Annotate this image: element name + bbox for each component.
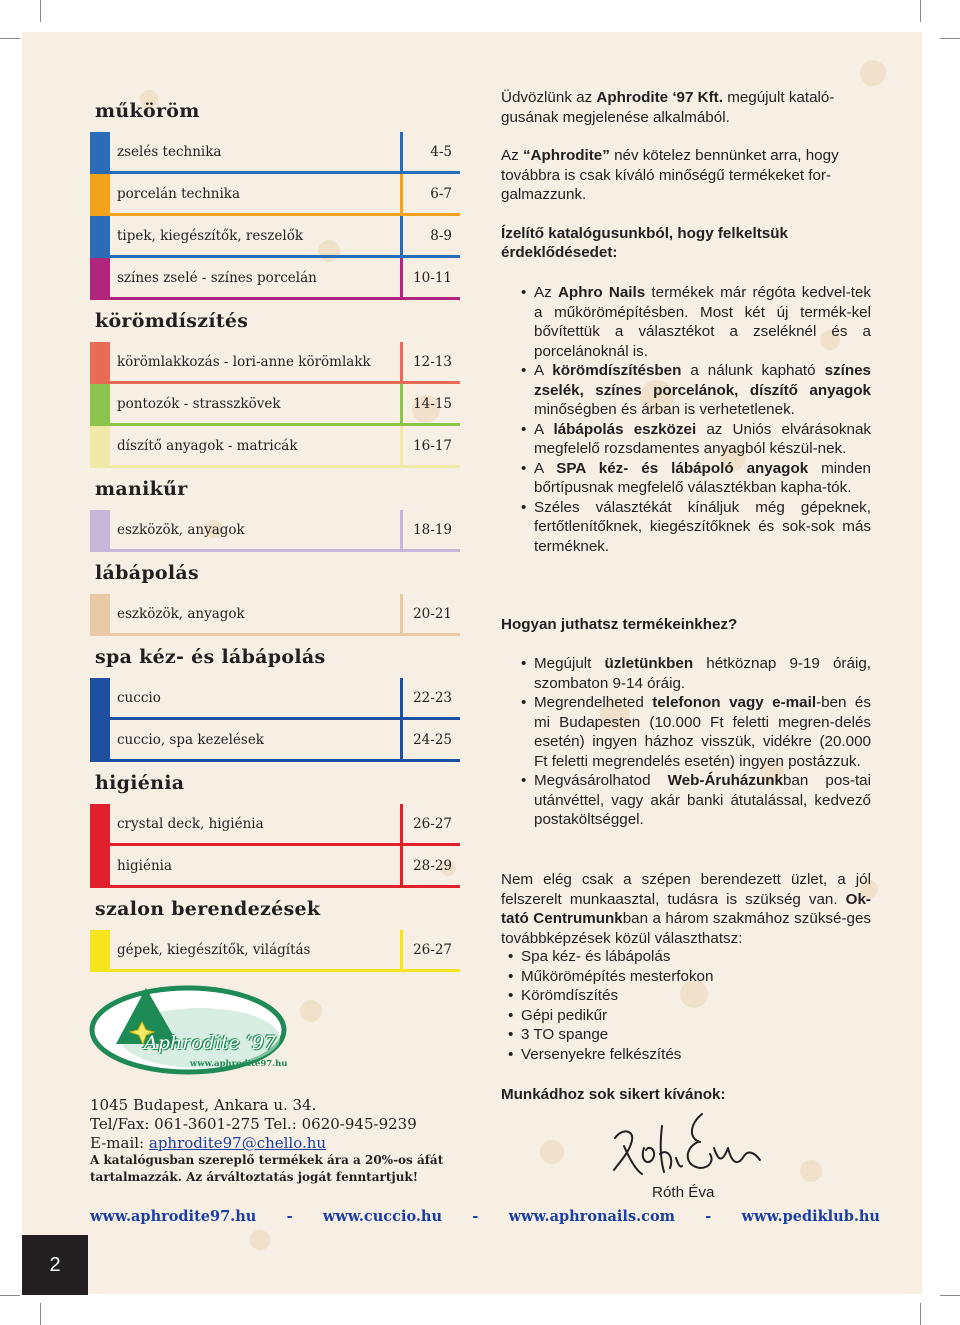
list-item: • A körömdíszítésben a nálunk kapható színes zselék, színes porcelánok, díszítő anyagok minőségben és árban is verhetetlenek.	[501, 361, 871, 420]
toc-label: cuccio, spa kezelések	[117, 732, 264, 748]
toc-label: higiénia	[117, 858, 173, 874]
color-tab	[90, 384, 110, 426]
divider	[400, 930, 403, 972]
divider	[400, 258, 403, 300]
list-item: • 3 TO spange	[488, 1025, 871, 1045]
logo-title: Aphrodite ‘97	[144, 1032, 277, 1054]
toc-label: körömlakkozás - lori-anne körömlakk	[117, 354, 371, 370]
color-tab	[90, 510, 110, 552]
toc-row[interactable]	[90, 174, 460, 216]
divider	[400, 846, 403, 888]
list-item: • Versenyekre felkészítés	[488, 1045, 871, 1065]
list-item: • Műkörömépítés mesterfokon	[488, 967, 871, 987]
website-link[interactable]: www.pediklub.hu	[741, 1208, 880, 1225]
purchase-list	[501, 654, 871, 830]
toc-pages: 22-23	[413, 690, 452, 706]
toc-row[interactable]	[90, 216, 460, 258]
training-text: Nem elég csak a szépen berendezett üzlet, a jól felszerelt munkaasztal, tudásra is szükség van. Ok-tató Centrumunkban a három szakmához szüksé-ges továbbképzések közül választhatsz:	[501, 871, 871, 947]
email-line	[90, 1134, 326, 1152]
toc-pages: 16-17	[413, 438, 452, 454]
list-item: • Megújult üzletünkben hétköznap 9-19 óráig, szombaton 9-14 óráig.	[501, 654, 871, 693]
divider	[400, 720, 403, 762]
link-separator: -	[286, 1208, 293, 1225]
toc-row[interactable]	[90, 510, 460, 552]
link-separator: -	[705, 1208, 712, 1225]
toc-row[interactable]	[90, 384, 460, 426]
toc-row[interactable]	[90, 132, 460, 174]
divider	[400, 594, 403, 636]
toc-pages: 10-11	[413, 270, 452, 286]
divider	[90, 633, 460, 636]
list-item: • Megvásárolhatod Web-Áruházunkban pos-tai utánvéttel, vagy akár banki átutalással, kedvező postaköltséggel.	[501, 771, 871, 830]
list-item: • Széles választékát kínáljuk még gépeknek, fertőtlenítőknek, kiegészítőknek és sok-sok más terméknek.	[501, 498, 871, 557]
color-tab	[90, 174, 110, 216]
toc-pages: 8-9	[430, 228, 452, 244]
toc-label: crystal deck, higiénia	[117, 816, 264, 832]
divider	[400, 174, 403, 216]
toc-row[interactable]	[90, 930, 460, 972]
section-title: körömdíszítés	[95, 310, 249, 332]
logo-url: www.aphrodite97.hu	[190, 1059, 288, 1069]
section-title: szalon berendezések	[95, 898, 321, 920]
list-item: • Körömdíszítés	[488, 986, 871, 1006]
toc-pages: 24-25	[413, 732, 452, 748]
toc-pages: 12-13	[413, 354, 452, 370]
toc-label: színes zselé - színes porcelán	[117, 270, 317, 286]
color-tab	[90, 720, 110, 762]
divider	[400, 678, 403, 720]
divider	[400, 510, 403, 552]
divider	[400, 216, 403, 258]
color-tab	[90, 678, 110, 720]
divider	[400, 342, 403, 384]
toc-row[interactable]	[90, 720, 460, 762]
color-tab	[90, 132, 110, 174]
section-title: manikűr	[95, 478, 188, 500]
section-title: higiénia	[95, 772, 185, 794]
list-item: • Az Aphro Nails termékek már régóta kedvel-tek a műkörömépítésben. Most két új termék-kel bővítettük a választékot a zseléknél és a porcelánoknál is.	[501, 283, 871, 361]
email-label: E-mail:	[90, 1134, 149, 1152]
toc-label: cuccio	[117, 690, 161, 706]
list-item: • Gépi pedikűr	[488, 1006, 871, 1026]
toc-row[interactable]	[90, 426, 460, 468]
color-tab	[90, 846, 110, 888]
color-tab	[90, 258, 110, 300]
toc-label: zselés technika	[117, 144, 222, 160]
features-list	[501, 283, 871, 556]
toc-label: eszközök, anyagok	[117, 606, 245, 622]
course-list	[501, 947, 871, 1064]
toc-pages: 18-19	[413, 522, 452, 538]
divider	[400, 426, 403, 468]
website-link[interactable]: www.aphronails.com	[508, 1208, 675, 1225]
aphrodite-logo	[88, 982, 288, 1077]
toc-pages: 28-29	[413, 858, 452, 874]
email-link[interactable]: aphrodite97@chello.hu	[148, 1134, 327, 1152]
link-separator: -	[472, 1208, 479, 1225]
section-title: műköröm	[95, 100, 200, 122]
toc-pages: 26-27	[413, 942, 452, 958]
divider	[90, 885, 460, 888]
toc-label: gépek, kiegészítők, világítás	[117, 942, 311, 958]
color-tab	[90, 594, 110, 636]
toc-row[interactable]	[90, 258, 460, 300]
color-tab	[90, 216, 110, 258]
section-title: spa kéz- és lábápolás	[95, 646, 326, 668]
how-title: Hogyan juthatsz termékeinkhez?	[501, 616, 738, 633]
toc-pages: 4-5	[430, 144, 452, 160]
address: 1045 Budapest, Ankara u. 34.	[90, 1096, 317, 1114]
divider	[400, 132, 403, 174]
color-tab	[90, 804, 110, 846]
toc-row[interactable]	[90, 804, 460, 846]
list-item: • Spa kéz- és lábápolás	[488, 947, 871, 967]
price-notice: A katalógusban szereplő termékek ára a 20%-os áfát tartalmazzák. Az árváltoztatás jogát fenntartjuk!	[90, 1153, 444, 1184]
divider	[90, 759, 460, 762]
footer-links	[90, 1208, 880, 1225]
divider	[90, 969, 460, 972]
color-tab	[90, 342, 110, 384]
toc-row[interactable]	[90, 846, 460, 888]
divider	[90, 465, 460, 468]
toc-pages: 26-27	[413, 816, 452, 832]
divider	[90, 297, 460, 300]
color-tab	[90, 930, 110, 972]
toc-label: porcelán technika	[117, 186, 241, 202]
toc-pages: 6-7	[430, 186, 452, 202]
color-tab	[90, 426, 110, 468]
toc-row[interactable]	[90, 678, 460, 720]
website-link[interactable]: www.aphrodite97.hu	[90, 1208, 257, 1225]
toc-label: tipek, kiegészítők, reszelők	[117, 228, 304, 244]
section-title: lábápolás	[95, 562, 200, 584]
divider	[90, 549, 460, 552]
list-item: • A lábápolás eszközei az Uniós elvárásoknak megfelelő rozsdamentes anyagból készül-nek.	[501, 420, 871, 459]
list-item: • A SPA kéz- és lábápoló anyagok minden bőrtípusnak megfelelő választékban kapha-tók.	[501, 459, 871, 498]
toc-pages: 14-15	[413, 396, 452, 412]
toc-label: díszítő anyagok - matricák	[117, 438, 298, 454]
intro-text: Üdvözlünk az Aphrodite ‘97 Kft. megújult kataló- gusának megjelenése alkalmából. Az “Aphrodite” név kötelez bennünket arra, hogy továbbra is csak kíváló minőségű termékeket for- galmazzunk. Ízelítő katalógusunkból, hogy felkeltsük érdeklődésedet:	[501, 89, 839, 261]
list-item: • Megrendelheted telefonon vagy e-mail-ben és mi Budapesten (10.000 Ft feletti megren-delés esetén) ingyen házhoz visszük, vidékre (20.000 Ft feletti megrendelés esetén) ingyen postázzuk.	[501, 693, 871, 771]
phone: Tel/Fax: 061-3601-275 Tel.: 0620-945-9239	[90, 1115, 417, 1133]
website-link[interactable]: www.cuccio.hu	[322, 1208, 442, 1225]
signature	[610, 1108, 770, 1183]
page-number: 2	[22, 1235, 88, 1295]
divider	[400, 384, 403, 426]
signature-name: Róth Éva	[652, 1184, 715, 1201]
divider	[400, 804, 403, 846]
toc-label: eszközök, anyagok	[117, 522, 245, 538]
toc-row[interactable]	[90, 594, 460, 636]
toc-row[interactable]	[90, 342, 460, 384]
closing-text: Munkádhoz sok sikert kívánok:	[501, 1086, 726, 1103]
toc-label: pontozók - strasszkövek	[117, 396, 281, 412]
toc-pages: 20-21	[413, 606, 452, 622]
